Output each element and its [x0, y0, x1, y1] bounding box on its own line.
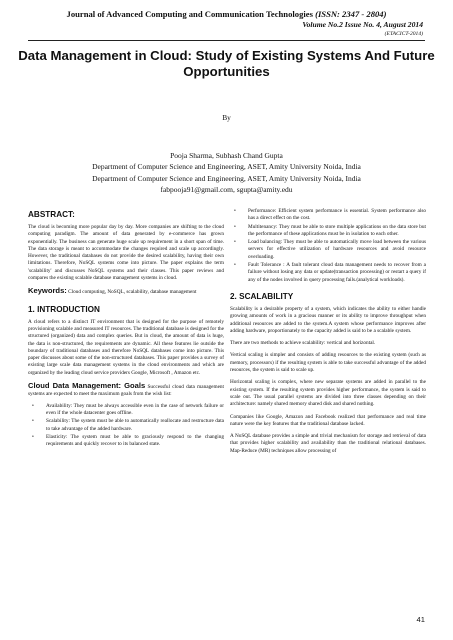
by-line: By — [222, 113, 231, 122]
bullet-icon: • — [234, 239, 236, 246]
bullet-icon: • — [234, 208, 236, 214]
journal-issn: (ISSN: 2347 - 2804) — [315, 9, 387, 19]
scalability-paragraph: Companies like Google, Amazon and Facebook realized that performance and real time nature were the key features that the traditional database lacked. — [230, 413, 426, 427]
keywords — [28, 287, 224, 296]
scalability-paragraph: A NoSQL database provides a simple and trivial mechanism for storage and retrieval of data that provides higher scalability and availability than the traditional relational databases. Map-Reduce (MR) techniques allow processing of — [230, 433, 426, 454]
introduction-text: A cloud refers to a distinct IT environment that is designed for the purpose of remotely provisioning scalable and measured IT resources. The traditional database is designed for the structured (organized) data and complex queries. But in cloud, the amount of data is huge, the data is non-structured, the requirements are dynamic. All these features lie outside the boundary of traditional databases and therefore NoSQL databases come into picture. This paper discusses about some of the non-structured databases. This paper provides a survey of existing large scale data management systems in the cloud environments and which are organized by the leading cloud service providers Google, Microsoft , Amazon etc. — [28, 318, 224, 376]
list-item: • Elasticity: The system must be able to graciously respond to the changing requirements and quickly recover to its balanced state. — [32, 434, 224, 448]
goals-list — [28, 403, 224, 449]
list-item: • Load balancing: They must be able to automatically move load between the various servers for effective utilization of hardware resources and avoid resource overloading. — [234, 239, 426, 260]
journal-name: Journal of Advanced Computing and Communication Technologies — [66, 9, 313, 19]
bullet-icon: • — [234, 223, 236, 230]
abstract-text: The cloud is becoming more popular day by day. More companies are shifting to the cloud computing paradigm. The amount of data generated by e-commerce has grown exponentially. The business can generate huge scale up requirement in a short span of time. The data storage is meant to accommodate the changes required and scale up accordingly. However, the traditional databases do not provide the desired scalability, having their own limitations. Therefore, NoSQL systems come into picture. The paper explains the term 'scalability' and discusses NoSQL systems and their classes. This paper reviews and compares the existing scalable database management systems in cloud. — [28, 224, 224, 282]
goals-text: Successful cloud data management systems are expected to meet the maximum goals from the wish list: — [28, 384, 224, 398]
bullet-icon: • — [32, 402, 34, 409]
conference-tag: (ETACICT-2014) — [384, 31, 423, 37]
introduction-heading: 1. INTRODUCTION — [28, 304, 100, 314]
author-block — [0, 150, 453, 196]
list-item: • Multitenancy: They must be able to store multiple applications on the data store but the performance of these applications must be in isolation to each other. — [234, 223, 426, 237]
page-number: 41 — [416, 615, 425, 624]
journal-volume: Volume No.2 Issue No. 4, August 2014 — [302, 20, 423, 29]
paper-title: Data Management in Cloud: Study of Existing Systems And Future Opportunities — [18, 48, 435, 79]
goals-heading: Cloud Data Management: Goals — [28, 381, 146, 391]
list-item: • Scalability: The system must be able to automatically reallocate and restructure data to take advantage of the added hardware. — [32, 418, 224, 432]
scalability-paragraph: Vertical scaling is simpler and consists of adding resources to the existing system (such as memory, processors) if the resulting system is able to take successful advantage of the added resources, the system is said to scale up. — [230, 352, 426, 374]
goals-list-continued — [230, 208, 426, 284]
header-rule — [28, 40, 425, 41]
author-affiliation-1: Department of Computer Science and Engineering, ASET, Amity University Noida, India — [92, 162, 361, 172]
list-item: • Availability: They must be always accessible even in the case of network failure or even if the whole datacenter goes offline. — [32, 402, 224, 417]
bullet-icon: • — [234, 262, 236, 269]
list-item: • Performance: Efficient system performance is essential. System performance also has a direct effect on the cost. — [234, 208, 426, 222]
scalability-paragraph: There are two methods to achieve scalability: vertical and horizontal. — [230, 340, 376, 347]
bullet-icon: • — [32, 418, 34, 425]
right-column — [230, 208, 426, 460]
list-item: • Fault Tolerance : A fault tolerant cloud data management needs to recover from a failure without losing any data or update(transaction processing) or restart a query if any of the nodes involved in query processing fails.(analytical workloads). — [234, 262, 426, 283]
keywords-heading: Keywords: — [28, 286, 67, 296]
author-names: Pooja Sharma, Subhash Chand Gupta — [170, 151, 283, 160]
goals-intro — [28, 382, 224, 399]
journal-header — [0, 9, 453, 19]
scalability-heading: 2. SCALABILITY — [230, 291, 294, 301]
left-column — [28, 208, 224, 454]
author-emails: fabpooja91@gmail.com, sgupta@amity.edu — [160, 185, 293, 195]
scalability-paragraph: Horizontal scaling is complex, where new separate systems are added in parallel to the existing system. If the resulting system provides higher performance, the system is said to scale out. The usual parallel systems are divided into three classes depending on their architecture: namely shared memory shared disk and shared nothing. — [230, 379, 426, 408]
bullet-icon: • — [32, 434, 34, 441]
abstract-heading: ABSTRACT: — [28, 210, 75, 219]
keywords-text: Cloud computing, NoSQL, scalability, database management — [66, 289, 197, 296]
scalability-paragraph: Scalability is a desirable property of a system, which indicates the ability to either handle growing amounts of work in a gracious manner or its ability to improve throughput when additional resources are added to the system.A system whose performance improves after adding hardware, proportionately to the capacity added is said to be a scalable system. — [230, 305, 426, 334]
author-affiliation-2: Department of Computer Science and Engineering, ASET, Amity University Noida, India — [92, 173, 361, 183]
